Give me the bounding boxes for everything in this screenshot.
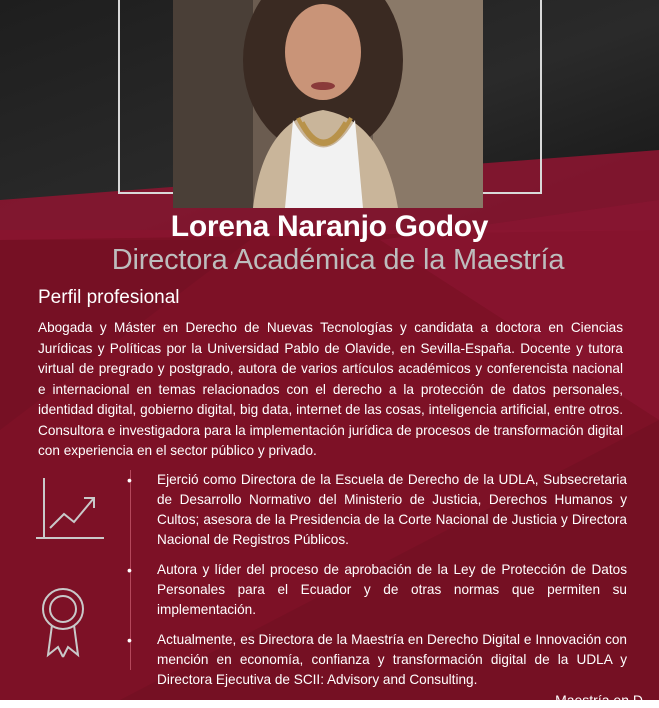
bullet-text: Actualmente, es Directora de la Maestría en Derecho Digital e Innovación con mención en economía, confianza y transformación digital de la UDLA y Directora Ejecutiva de SCII: Advisory and Consulting. bbox=[157, 632, 627, 687]
footer-program-label: Maestría en D bbox=[555, 692, 643, 708]
bullet-marker: • bbox=[127, 562, 132, 578]
profile-photo bbox=[173, 0, 483, 208]
bio-paragraph: Abogada y Máster en Derecho de Nuevas Tecnologías y candidata a doctora en Ciencias Jurídicas y Políticas por la Universidad Pablo de Olavide, en Sevilla-España. Docente y tutora virtual de pregrado y postgrado, autora de varios artículos académicos y conferencista nacional e internacional en temas relacionados con el derecho a la protección de datos personales, identidad digital, gobierno digital, big data, internet de las cosas, inteligencia artificial, entre otros. Consultora e investigadora para la implementación jurídica de procesos de transformación digital con experiencia en el sector público y privado. bbox=[38, 320, 623, 458]
bullet-text: Ejerció como Directora de la Escuela de Derecho de la UDLA, Subsecretaria de Desarrollo Normativo del Ministerio de Justicia, Derechos Humanos y Cultos; asesora de la Presidencia de la Corte Nacional de Justicia y Directora Nacional de Registros Públicos. bbox=[157, 472, 627, 547]
list-item bbox=[127, 560, 627, 620]
profile-role: Directora Académica de la Maestría bbox=[111, 244, 565, 276]
growth-chart-icon bbox=[34, 476, 106, 553]
section-title: Perfil profesional bbox=[38, 287, 180, 308]
bullet-marker: • bbox=[127, 472, 132, 488]
list-item bbox=[127, 630, 627, 690]
award-ribbon-icon bbox=[38, 585, 88, 664]
achievements-list bbox=[127, 470, 627, 700]
profile-name: Lorena Naranjo Godoy bbox=[170, 210, 489, 243]
list-item bbox=[127, 470, 627, 550]
bullet-text: Autora y líder del proceso de aprobación de la Ley de Protección de Datos Personales para el Ecuador y de otras normas que permiten su implementación. bbox=[157, 562, 627, 617]
bullet-marker: • bbox=[127, 632, 132, 648]
